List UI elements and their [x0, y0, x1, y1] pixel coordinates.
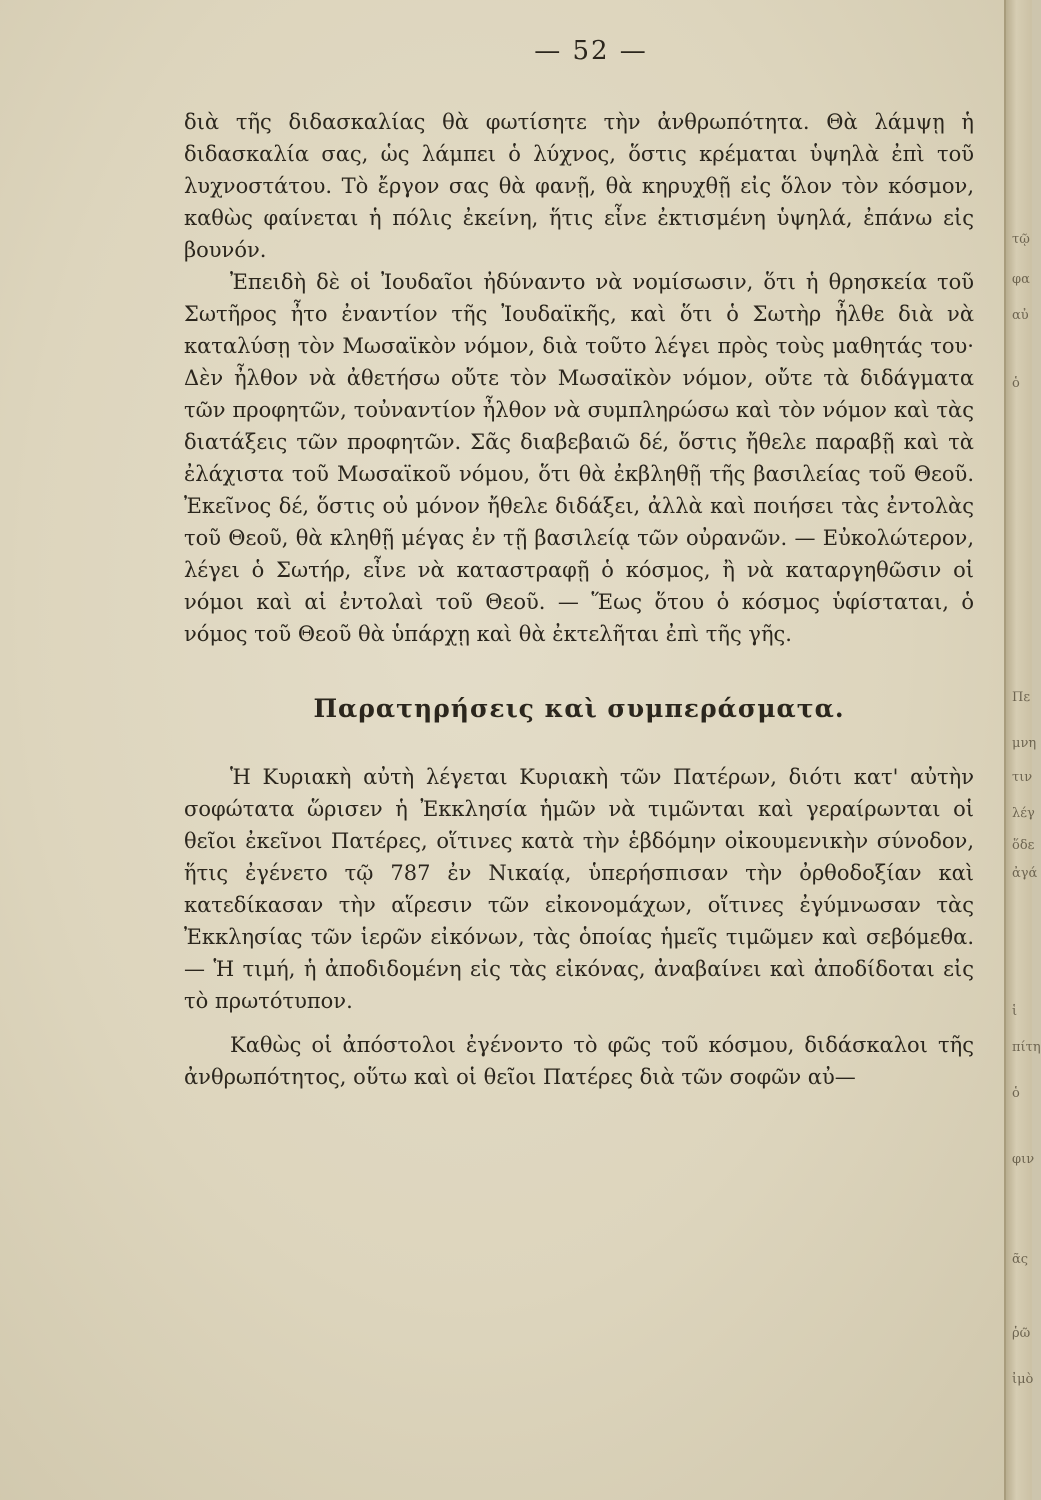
edge-fragment: ἀγά: [1012, 866, 1038, 881]
edge-fragment: αὐ: [1012, 308, 1029, 323]
edge-fragment: ἰμὸ: [1012, 1372, 1034, 1387]
adjacent-page-fragments: [1008, 0, 1041, 1500]
edge-fragment: ᾶς: [1012, 1252, 1029, 1267]
edge-fragment: Πε: [1012, 690, 1031, 705]
edge-fragment: λέγ: [1012, 806, 1035, 821]
edge-fragment: ὅδε: [1012, 838, 1035, 853]
edge-fragment: ὁ: [1012, 1086, 1020, 1101]
page-body: [184, 36, 974, 1093]
section-heading: Παρατηρήσεις καὶ συμπεράσματα.: [313, 694, 845, 723]
edge-fragment: φιν: [1012, 1152, 1035, 1167]
paragraph-2: Ἐπειδὴ δὲ οἱ Ἰουδαῖοι ἠδύναντο νὰ νομίσωσιν, ὅτι ἡ θρησκεία τοῦ Σωτῆρος ἦτο ἐναντίον τῆς Ἰουδαϊκῆς, καὶ ὅτι ὁ Σωτὴρ ἦλθε διὰ νὰ καταλύσῃ τὸν Μωσαϊκὸν νόμον, διὰ τοῦτο λέγει πρὸς τοὺς μαθητάς του· Δὲν ἦλθον νὰ ἀθετήσω οὔτε τὸν Μωσαϊκὸν νόμον, οὔτε τὰ διδάγματα τῶν προφητῶν, τοὐναντίον ἦλθον νὰ συμπληρώσω καὶ τὸν νόμον καὶ τὰς διατάξεις τῶν προφητῶν. Σᾶς διαβεβαιῶ δέ, ὅστις ἤθελε παραβῇ καὶ τὰ ἐλάχιστα τοῦ Μωσαϊκοῦ νόμου, ὅτι θὰ ἐκβληθῇ τῆς βασιλείας τοῦ Θεοῦ. Ἐκεῖνος δέ, ὅστις οὐ μόνον ἤθελε διδάξει, ἀλλὰ καὶ ποιήσει τὰς ἐντολὰς τοῦ Θεοῦ, θὰ κληθῇ μέγας ἐν τῇ βασιλείᾳ τῶν οὐρανῶν. — Εὐκολώτερον, λέγει ὁ Σωτήρ, εἶνε νὰ καταστραφῇ ὁ κόσμος, ἢ νὰ καταργηθῶσιν οἱ νόμοι καὶ αἱ ἐντολαὶ τοῦ Θεοῦ. — Ἕως ὅτου ὁ κόσμος ὑφίσταται, ὁ νόμος τοῦ Θεοῦ θὰ ὑπάρχῃ καὶ θὰ ἐκτελῆται ἐπὶ τῆς γῆς.: [184, 270, 974, 646]
edge-fragment: πίτη: [1012, 1040, 1041, 1055]
paragraph-1: διὰ τῆς διδασκαλίας θὰ φωτίσητε τὴν ἀνθρωπότητα. Θὰ λάμψῃ ἡ διδασκαλία σας, ὡς λάμπει ὁ λύχνος, ὅστις κρέμαται ὑψηλὰ ἐπὶ τοῦ λυχνοστάτου. Τὸ ἔργον σας θὰ φανῇ, θὰ κηρυχθῇ εἰς ὅλον τὸν κόσμον, καθὼς φαίνεται ἡ πόλις ἐκείνη, ἥτις εἶνε ἐκτισμένη ὑψηλά, ἐπάνω εἰς βουνόν.: [184, 110, 974, 262]
edge-fragment: τιν: [1012, 770, 1033, 785]
paragraph-4: Καθὼς οἱ ἀπόστολοι ἐγένοντο τὸ φῶς τοῦ κόσμου, διδάσκαλοι τῆς ἀνθρωπότητος, οὕτω καὶ οἱ θεῖοι Πατέρες διὰ τῶν σοφῶν αὐ—: [184, 1033, 974, 1089]
edge-fragment: τῷ: [1012, 232, 1030, 247]
edge-fragment: μνη: [1012, 736, 1037, 751]
paragraph-3: Ἡ Κυριακὴ αὐτὴ λέγεται Κυριακὴ τῶν Πατέρων, διότι κατ' αὐτὴν σοφώτατα ὥρισεν ἡ Ἐκκλησία ἡμῶν νὰ τιμῶνται καὶ γεραίρωνται οἱ θεῖοι ἐκεῖνοι Πατέρες, οἵτινες κατὰ τὴν ἑβδόμην οἰκουμενικὴν σύνοδον, ἥτις ἐγένετο τῷ 787 ἐν Νικαίᾳ, ὑπερήσπισαν τὴν ὀρθοδοξίαν καὶ κατεδίκασαν τὴν αἵρεσιν τῶν εἰκονομάχων, οἵτινες ἐγύμνωσαν τὰς Ἐκκλησίας τῶν ἱερῶν εἰκόνων, τὰς ὁποίας ἡμεῖς τιμῶμεν καὶ σεβόμεθα. — Ἡ τιμή, ἡ ἀποδιδομένη εἰς τὰς εἰκόνας, ἀναβαίνει καὶ ἀποδίδοται εἰς τὸ πρωτότυπον.: [184, 765, 974, 1013]
page-number: — 52 —: [534, 36, 648, 66]
edge-fragment: ῥῶ: [1012, 1326, 1031, 1341]
edge-fragment: ὁ: [1012, 376, 1020, 391]
edge-fragment: φα: [1012, 272, 1030, 287]
edge-fragment: ἱ: [1012, 1004, 1018, 1019]
